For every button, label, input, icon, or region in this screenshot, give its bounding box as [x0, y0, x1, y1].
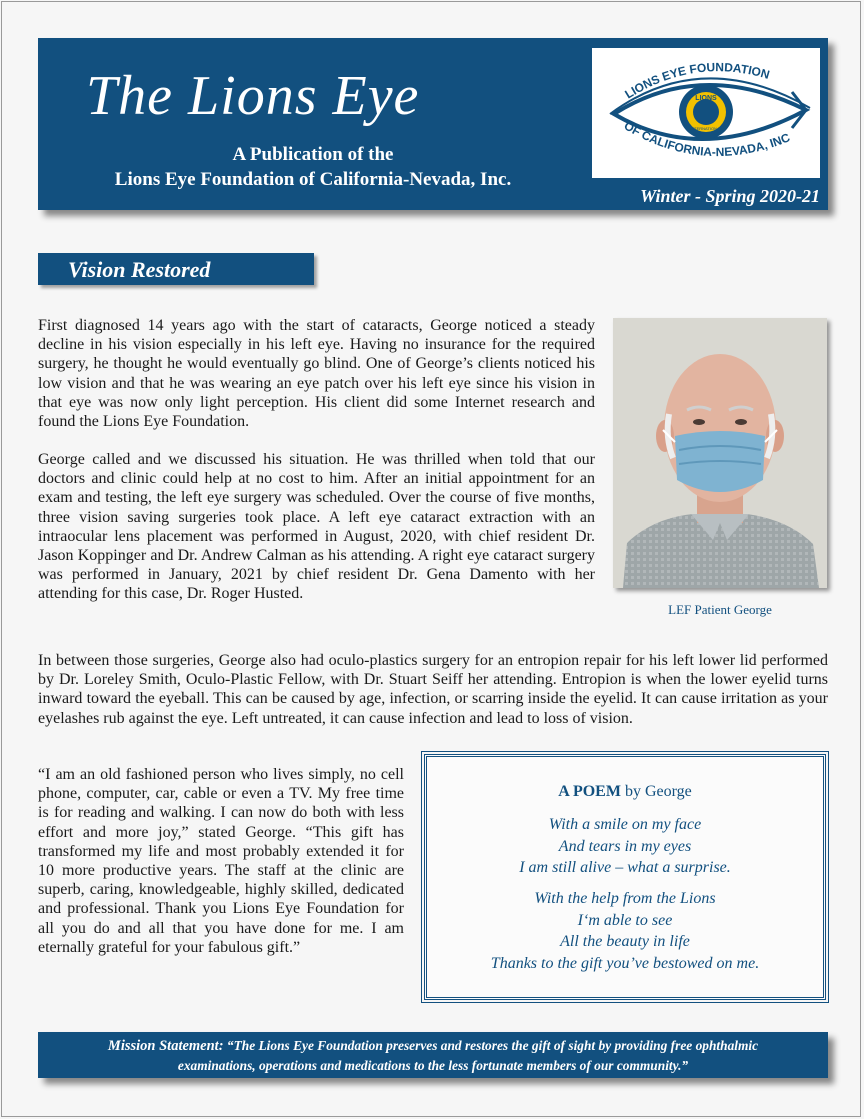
foundation-logo — [592, 48, 820, 178]
logo-emblem-sub: INTERNATIONAL — [690, 126, 722, 131]
article-quote: “I am an old fashioned person who lives simply, no cell phone, computer, car, cable or even a TV. My free time is for reading and walking. I can now do both with less effort and more joy,” stated George. “This gift has transformed my life and most probably extended it for 10 more productive years. The staff at the clinic are superb, caring, knowledgeable, highly skilled, dedicated and professional. Thank you Lions Eye Foundation for all you do and all that you have done for me. I am eternally grateful for your fabulous gift.” — [38, 766, 404, 956]
poem-author: by George — [620, 783, 692, 800]
logo-eye-icon — [592, 48, 820, 178]
poem-line: With the help from the Lions — [534, 890, 716, 907]
mission-text: “The Lions Eye Foundation preserves and restores the gift of sight by providing free ophthalmic examinations, operations and medications to the less fortunate members of our community.” — [177, 1038, 759, 1073]
edition-date: Winter - Spring 2020-21 — [640, 186, 820, 206]
section-heading — [38, 253, 314, 285]
masthead — [38, 38, 828, 210]
poem-stanza-1 — [427, 814, 823, 879]
logo-emblem-text: LIONS — [695, 95, 717, 102]
subtitle-line-2: Lions Eye Foundation of California-Nevada, Inc. — [114, 169, 512, 190]
article-paragraph-1: First diagnosed 14 years ago with the start of cataracts, George noticed a steady decline in his vision especially in his left eye. Having no insurance for the required surgery, he thought he would eventually go blind. One of George’s clients noticed his low vision and that he was wearing an eye patch over his left eye since his vision in that eye was now only light perception. His client did some Internet research and found the Lions Eye Foundation. — [38, 317, 595, 431]
poem-line: With a smile on my face — [548, 816, 702, 833]
newsletter-title: The Lions Eye — [86, 65, 420, 127]
patient-portrait-illustration — [613, 318, 827, 588]
mission-statement — [38, 1032, 828, 1078]
newsletter-subtitle — [68, 142, 558, 192]
poem-stanza-2 — [427, 888, 823, 974]
poem-line: I‘m able to see — [577, 911, 673, 929]
photo-caption: LEF Patient George — [668, 602, 772, 617]
article-paragraph-2: George called and we discussed his situation. He was thrilled when told that our doctors and clinic could help at no cost to him. After an initial appointment for an exam and testing, the left eye surgery was scheduled. Over the course of five months, three vision saving surgeries took place. A left eye cataract extraction with an intraocular lens placement was performed in August, 2020, with chief resident Dr. Jason Koppinger and Dr. Andrew Calman as his attending. A right eye cataract surgery was performed in January, 2021 by chief resident Dr. Gena Damento with her attending for this case, Dr. Roger Husted. — [38, 451, 595, 603]
poem-line: All the beauty in life — [560, 933, 690, 950]
subtitle-line-1: A Publication of the — [232, 144, 394, 165]
article-paragraph-3: In between those surgeries, George also had oculo-plastics surgery for an entropion repair for his left lower lid performed by Dr. Loreley Smith, Oculo-Plastic Fellow, with Dr. Stuart Seiff her attending. Entropion is when the lower eyelid turns inward toward the eyeball. This can be caused by age, infection, or scarring inside the eyelid. It can cause irritation as your eyelashes rub against the eye. Left untreated, it can cause infection and lead to loss of vision. — [38, 652, 828, 727]
poem-line: Thanks to the gift you’ve bestowed on me. — [490, 954, 760, 972]
poem-title-bold: A POEM — [558, 783, 621, 800]
mission-label: Mission Statement: — [107, 1038, 224, 1054]
patient-photo — [613, 318, 827, 588]
poem-line: And tears in my eyes — [558, 837, 692, 855]
poem-box — [424, 754, 826, 1000]
poem-line: I am still alive – what a surprise. — [519, 859, 731, 876]
poem-title — [427, 783, 823, 801]
logo-top-text: LIONS EYE FOUNDATION — [622, 60, 772, 102]
logo-bottom-text: OF CALIFORNIA-NEVADA, INC — [621, 118, 792, 160]
section-heading-text: Vision Restored — [68, 257, 211, 282]
